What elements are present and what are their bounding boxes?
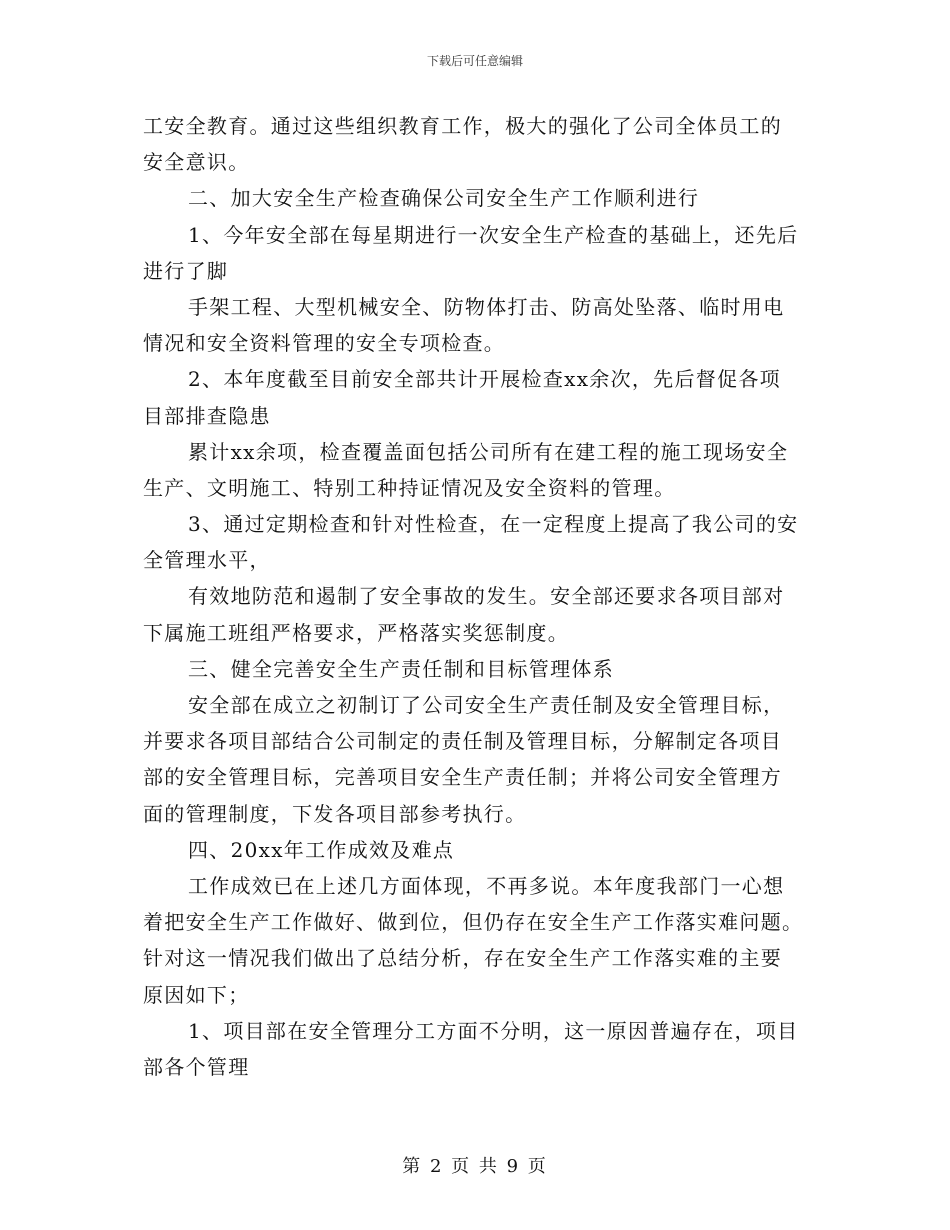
text-line: 下属施工班组严格要求，严格落实奖惩制度。 bbox=[143, 620, 569, 645]
text-line: 进行了脚 bbox=[143, 258, 229, 283]
text-line: 工安全教育。通过这些组织教育工作，极大的强化了公司全体员工的 bbox=[143, 114, 782, 138]
text-line: 安全部在成立之初制订了公司安全生产责任制及安全管理目标， bbox=[188, 693, 785, 717]
text-line: 面的管理制度，下发各项目部参考执行。 bbox=[143, 801, 527, 826]
page-footer: 第 2 页 共 9 页 bbox=[402, 1156, 548, 1177]
text-line: 全管理水平， bbox=[143, 548, 271, 573]
page-header: 下载后可任意编辑 bbox=[426, 54, 523, 68]
document-body bbox=[143, 108, 815, 1085]
text-line: 生产、文明施工、特别工种持证情况及安全资料的管理。 bbox=[143, 475, 676, 500]
text-line: 工作成效已在上述几方面体现，不再多说。本年度我部门一心想 bbox=[188, 873, 785, 898]
text-line: 1、今年安全部在每星期进行一次安全生产检查的基础上，还先后 bbox=[188, 222, 799, 247]
text-line: 四、20xx年工作成效及难点 bbox=[188, 837, 455, 862]
text-line: 三、健全完善安全生产责任制和目标管理体系 bbox=[188, 656, 614, 681]
text-line: 累计xx余项，检查覆盖面包括公司所有在建工程的施工现场安全 bbox=[188, 439, 789, 464]
text-line: 1、项目部在安全管理分工方面不分明，这一原因普遍存在，项目 bbox=[188, 1018, 799, 1043]
text-line: 原因如下； bbox=[143, 982, 250, 1007]
text-line: 部各个管理 bbox=[143, 1054, 250, 1079]
text-line: 安全意识。 bbox=[143, 150, 250, 175]
text-line: 情况和安全资料管理的安全专项检查。 bbox=[143, 331, 506, 356]
text-line: 手架工程、大型机械安全、防物体打击、防高处坠落、临时用电 bbox=[188, 294, 785, 319]
text-line: 部的安全管理目标，完善项目安全生产责任制；并将公司安全管理方 bbox=[143, 765, 782, 790]
text-line: 并要求各项目部结合公司制定的责任制及管理目标，分解制定各项目 bbox=[143, 729, 782, 754]
text-line: 有效地防范和遏制了安全事故的发生。安全部还要求各项目部对 bbox=[188, 584, 785, 609]
text-line: 2、本年度截至目前安全部共计开展检查xx余次，先后督促各项 bbox=[188, 367, 781, 392]
text-line: 目部排查隐患 bbox=[143, 403, 271, 428]
text-line: 着把安全生产工作做好、做到位，但仍存在安全生产工作落实难问题。 bbox=[143, 910, 804, 935]
text-line: 3、通过定期检查和针对性检查，在一定程度上提高了我公司的安 bbox=[188, 512, 799, 537]
text-line: 二、加大安全生产检查确保公司安全生产工作顺利进行 bbox=[188, 186, 700, 211]
text-line: 针对这一情况我们做出了总结分析，存在安全生产工作落实难的主要 bbox=[143, 946, 782, 971]
